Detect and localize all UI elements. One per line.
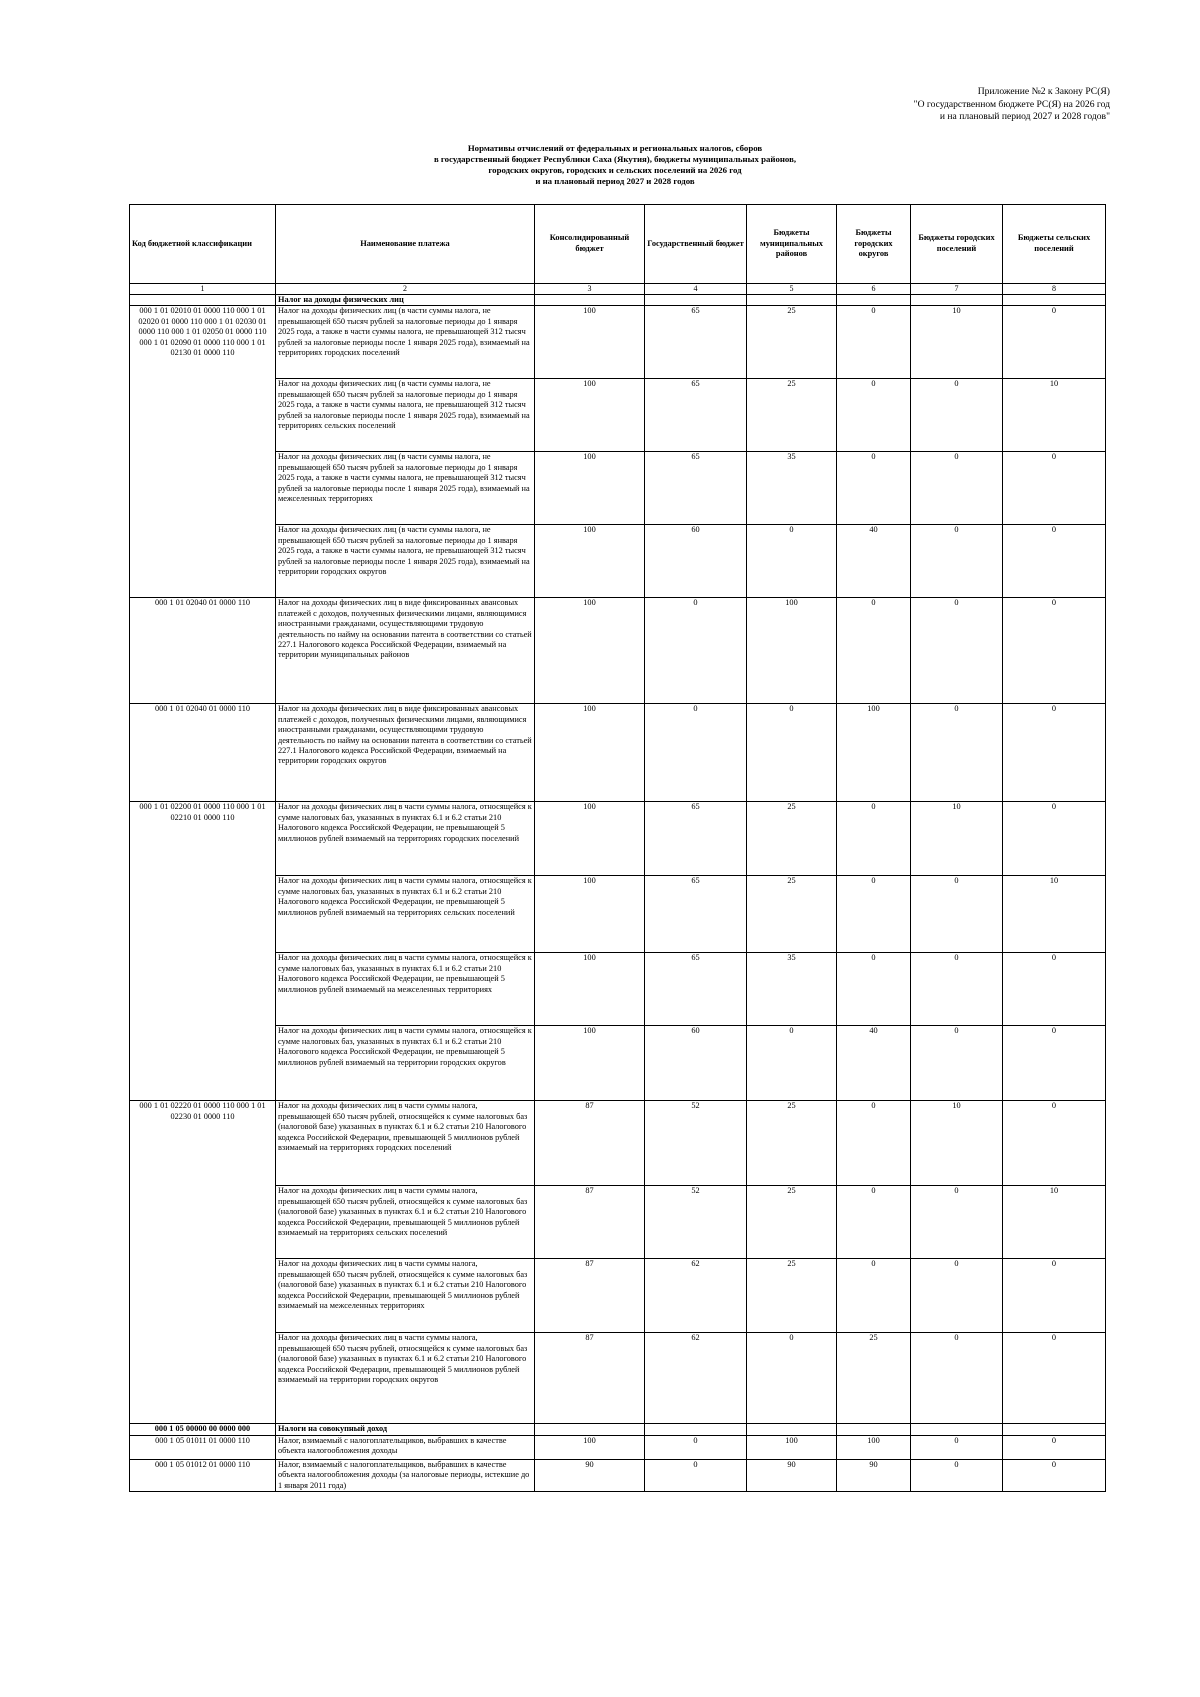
column-number: 8	[1003, 284, 1106, 295]
percent-value-cell: 0	[747, 1333, 837, 1424]
table-row	[130, 525, 1106, 598]
payment-name-cell: Налоги на совокупный доход	[276, 1424, 535, 1435]
percent-value-cell: 25	[747, 1259, 837, 1333]
payment-name-cell: Налог на доходы физических лиц в виде фиксированных авансовых платежей с доходов, полученных физическими лицами, являющимися иностранными гражданами, осуществляющими трудовую деятельность по найму на основании патента в соответствии со статьей 227.1 Налогового кодекса Российской Федерации, взимаемый на территории муниципальных районов	[276, 598, 535, 704]
percent-value-cell: 100	[747, 598, 837, 704]
table-body	[130, 205, 1106, 1492]
percent-value-cell: 25	[747, 876, 837, 953]
budget-code-cell: 000 1 01 02220 01 0000 110 000 1 01 02230 01 0000 110	[130, 1101, 276, 1424]
percent-value-cell: 100	[535, 598, 645, 704]
budget-code-cell: 000 1 01 02040 01 0000 110	[130, 598, 276, 704]
title-line: городских округов, городских и сельских поселений на 2026 год	[488, 165, 742, 175]
percent-value-cell: 10	[1003, 1186, 1106, 1259]
percent-value-cell: 65	[645, 953, 747, 1026]
budget-code-cell: 000 1 01 02200 01 0000 110 000 1 01 02210 01 0000 110	[130, 802, 276, 1101]
percent-value-cell: 0	[1003, 1333, 1106, 1424]
column-number: 3	[535, 284, 645, 295]
header-cell: Код бюджетной классификации	[130, 205, 276, 284]
payment-name-cell: Налог на доходы физических лиц (в части суммы налога, не превышающей 650 тысяч рублей за налоговые периоды до 1 января 2025 года, а также в части суммы налога, не превышающей 312 тысяч рублей за налоговые периоды после 1 января 2025 года), взимаемый на территориях городских поселений	[276, 306, 535, 379]
percent-value-cell: 35	[747, 452, 837, 525]
percent-value-cell: 0	[1003, 525, 1106, 598]
percent-value-cell: 35	[747, 953, 837, 1026]
percent-value-cell: 65	[645, 306, 747, 379]
header-cell: Консолидированный бюджет	[535, 205, 645, 284]
payment-name-cell: Налог на доходы физических лиц в части суммы налога, превышающей 650 тысяч рублей, относящейся к сумме налоговых баз (налоговой базе) указанных в пунктах 6.1 и 6.2 статьи 210 Налогового кодекса Российской Федерации, превышающей 5 миллионов рублей взимаемый на межселенных территориях	[276, 1259, 535, 1333]
percent-value-cell: 0	[747, 525, 837, 598]
percent-value-cell: 40	[837, 525, 911, 598]
column-number: 4	[645, 284, 747, 295]
table-row	[130, 598, 1106, 704]
section-row	[130, 1424, 1106, 1435]
percent-value-cell	[645, 295, 747, 306]
title-line: и на плановый период 2027 и 2028 годов	[535, 176, 695, 186]
table-row	[130, 704, 1106, 802]
percent-value-cell	[911, 1424, 1003, 1435]
payment-name-cell: Налог, взимаемый с налогоплательщиков, выбравших в качестве объекта налогообложения доходы (за налоговые периоды, истекшие до 1 января 2011 года)	[276, 1459, 535, 1491]
percent-value-cell: 100	[535, 1026, 645, 1101]
payment-name-cell: Налог на доходы физических лиц в части суммы налога, превышающей 650 тысяч рублей, относящейся к сумме налоговых баз (налоговой базе) указанных в пунктах 6.1 и 6.2 статьи 210 Налогового кодекса Российской Федерации, превышающей 5 миллионов рублей взимаемый на территориях городских поселений	[276, 1101, 535, 1186]
percent-value-cell: 65	[645, 802, 747, 876]
percent-value-cell: 100	[535, 306, 645, 379]
percent-value-cell: 0	[1003, 1259, 1106, 1333]
percent-value-cell: 0	[911, 1435, 1003, 1459]
percent-value-cell: 0	[837, 953, 911, 1026]
table-row	[130, 1186, 1106, 1259]
percent-value-cell: 60	[645, 525, 747, 598]
payment-name-cell: Налог на доходы физических лиц (в части суммы налога, не превышающей 650 тысяч рублей за налоговые периоды до 1 января 2025 года, а также в части суммы налога, не превышающей 312 тысяч рублей за налоговые периоды после 1 января 2025 года), взимаемый на территориях сельских поселений	[276, 379, 535, 452]
percent-value-cell: 100	[535, 379, 645, 452]
payment-name-cell: Налог на доходы физических лиц в части суммы налога, относящейся к сумме налоговых баз, указанных в пунктах 6.1 и 6.2 статьи 210 Налогового кодекса Российской Федерации, не превышающей 5 миллионов рублей взимаемый на территориях сельских поселений	[276, 876, 535, 953]
percent-value-cell: 100	[535, 1435, 645, 1459]
percent-value-cell: 100	[535, 452, 645, 525]
percent-value-cell: 0	[1003, 598, 1106, 704]
percent-value-cell	[535, 295, 645, 306]
column-number: 2	[276, 284, 535, 295]
percent-value-cell: 0	[1003, 1101, 1106, 1186]
percent-value-cell: 25	[747, 1186, 837, 1259]
percent-value-cell: 62	[645, 1259, 747, 1333]
percent-value-cell: 0	[911, 1186, 1003, 1259]
percent-value-cell: 0	[1003, 1459, 1106, 1491]
column-number: 6	[837, 284, 911, 295]
percent-value-cell: 0	[837, 598, 911, 704]
percent-value-cell: 0	[911, 525, 1003, 598]
percent-value-cell: 87	[535, 1186, 645, 1259]
table-row	[130, 1333, 1106, 1424]
percent-value-cell: 90	[535, 1459, 645, 1491]
percent-value-cell: 0	[837, 1101, 911, 1186]
percent-value-cell: 65	[645, 452, 747, 525]
percent-value-cell: 0	[1003, 306, 1106, 379]
percent-value-cell: 100	[747, 1435, 837, 1459]
percent-value-cell: 65	[645, 876, 747, 953]
header-cell: Бюджеты городских поселений	[911, 205, 1003, 284]
percent-value-cell: 100	[535, 704, 645, 802]
table-row	[130, 1259, 1106, 1333]
percent-value-cell	[645, 1424, 747, 1435]
percent-value-cell	[535, 1424, 645, 1435]
payment-name-cell: Налог на доходы физических лиц (в части суммы налога, не превышающей 650 тысяч рублей за налоговые периоды до 1 января 2025 года, а также в части суммы налога, не превышающей 312 тысяч рублей за налоговые периоды после 1 января 2025 года), взимаемый на межселенных территориях	[276, 452, 535, 525]
percent-value-cell: 0	[1003, 1435, 1106, 1459]
table-row	[130, 802, 1106, 876]
column-number: 5	[747, 284, 837, 295]
percent-value-cell: 25	[837, 1333, 911, 1424]
percent-value-cell: 0	[911, 1333, 1003, 1424]
percent-value-cell: 0	[837, 1259, 911, 1333]
percent-value-cell: 0	[911, 598, 1003, 704]
percent-value-cell: 0	[837, 802, 911, 876]
percent-value-cell	[747, 295, 837, 306]
payment-name-cell: Налог на доходы физических лиц в части суммы налога, относящейся к сумме налоговых баз, указанных в пунктах 6.1 и 6.2 статьи 210 Налогового кодекса Российской Федерации, не превышающей 5 миллионов рублей взимаемый на территориях городских поселений	[276, 802, 535, 876]
table-row	[130, 1435, 1106, 1459]
percent-value-cell	[747, 1424, 837, 1435]
percent-value-cell	[837, 295, 911, 306]
budget-code-cell: 000 1 01 02040 01 0000 110	[130, 704, 276, 802]
percent-value-cell: 0	[911, 704, 1003, 802]
percent-value-cell: 10	[1003, 379, 1106, 452]
percent-value-cell: 0	[1003, 802, 1106, 876]
table-row	[130, 1026, 1106, 1101]
percent-value-cell: 0	[911, 1026, 1003, 1101]
percent-value-cell: 25	[747, 1101, 837, 1186]
header-row	[130, 205, 1106, 284]
column-number: 7	[911, 284, 1003, 295]
percent-value-cell: 0	[911, 1259, 1003, 1333]
appendix-note	[810, 86, 1110, 124]
percent-value-cell: 40	[837, 1026, 911, 1101]
percent-value-cell: 0	[645, 598, 747, 704]
percent-value-cell: 0	[645, 704, 747, 802]
header-cell: Государственный бюджет	[645, 205, 747, 284]
header-cell: Бюджеты муниципальных районов	[747, 205, 837, 284]
budget-code-cell: 000 1 05 01012 01 0000 110	[130, 1459, 276, 1491]
percent-value-cell: 0	[1003, 452, 1106, 525]
percent-value-cell	[837, 1424, 911, 1435]
percent-value-cell: 0	[911, 953, 1003, 1026]
percent-value-cell	[1003, 1424, 1106, 1435]
percent-value-cell: 0	[747, 704, 837, 802]
percent-value-cell: 90	[837, 1459, 911, 1491]
percent-value-cell: 52	[645, 1101, 747, 1186]
percent-value-cell: 0	[1003, 953, 1106, 1026]
budget-code-cell	[130, 295, 276, 306]
percent-value-cell: 90	[747, 1459, 837, 1491]
header-cell: Бюджеты городских округов	[837, 205, 911, 284]
percent-value-cell: 65	[645, 379, 747, 452]
budget-code-cell: 000 1 05 01011 01 0000 110	[130, 1435, 276, 1459]
appendix-line: и на плановый период 2027 и 2028 годов"	[939, 111, 1110, 122]
percent-value-cell: 0	[1003, 704, 1106, 802]
percent-value-cell: 0	[747, 1026, 837, 1101]
payment-name-cell: Налог на доходы физических лиц в части суммы налога, превышающей 650 тысяч рублей, относящейся к сумме налоговых баз (налоговой базе) указанных в пунктах 6.1 и 6.2 статьи 210 Налогового кодекса Российской Федерации, превышающей 5 миллионов рублей взимаемый на территории городских округов	[276, 1333, 535, 1424]
percent-value-cell	[1003, 295, 1106, 306]
percent-value-cell: 10	[911, 306, 1003, 379]
appendix-line: "О государственном бюджете РС(Я) на 2026 год	[913, 98, 1110, 110]
percent-value-cell: 25	[747, 379, 837, 452]
percent-value-cell: 10	[911, 802, 1003, 876]
percent-value-cell: 10	[1003, 876, 1106, 953]
percent-value-cell: 87	[535, 1333, 645, 1424]
percent-value-cell	[911, 295, 1003, 306]
percent-value-cell: 100	[535, 802, 645, 876]
title-line: Нормативы отчислений от федеральных и региональных налогов, сборов	[467, 143, 763, 153]
percent-value-cell: 100	[535, 525, 645, 598]
percent-value-cell: 10	[911, 1101, 1003, 1186]
payment-name-cell: Налог, взимаемый с налогоплательщиков, выбравших в качестве объекта налогообложения доходы	[276, 1435, 535, 1459]
percent-value-cell: 100	[837, 1435, 911, 1459]
percent-value-cell: 0	[911, 1459, 1003, 1491]
column-number: 1	[130, 284, 276, 295]
norms-table	[129, 204, 1106, 1492]
budget-code-cell: 000 1 05 00000 00 0000 000	[130, 1424, 276, 1435]
percent-value-cell: 62	[645, 1333, 747, 1424]
percent-value-cell: 60	[645, 1026, 747, 1101]
percent-value-cell: 0	[645, 1459, 747, 1491]
percent-value-cell: 0	[837, 379, 911, 452]
percent-value-cell: 0	[837, 876, 911, 953]
header-cell: Бюджеты сельских поселений	[1003, 205, 1106, 284]
percent-value-cell: 0	[911, 379, 1003, 452]
percent-value-cell: 0	[837, 1186, 911, 1259]
percent-value-cell: 87	[535, 1101, 645, 1186]
percent-value-cell: 0	[1003, 1026, 1106, 1101]
percent-value-cell: 100	[837, 704, 911, 802]
percent-value-cell: 100	[535, 876, 645, 953]
payment-name-cell: Налог на доходы физических лиц	[276, 295, 535, 306]
payment-name-cell: Налог на доходы физических лиц в части суммы налога, относящейся к сумме налоговых баз, указанных в пунктах 6.1 и 6.2 статьи 210 Налогового кодекса Российской Федерации, не превышающей 5 миллионов рублей взимаемый на межселенных территориях	[276, 953, 535, 1026]
table-row	[130, 306, 1106, 379]
payment-name-cell: Налог на доходы физических лиц (в части суммы налога, не превышающей 650 тысяч рублей за налоговые периоды до 1 января 2025 года, а также в части суммы налога, не превышающей 312 тысяч рублей за налоговые периоды после 1 января 2025 года), взимаемый на территории городских округов	[276, 525, 535, 598]
percent-value-cell: 0	[645, 1435, 747, 1459]
budget-code-cell: 000 1 01 02010 01 0000 110 000 1 01 02020 01 0000 110 000 1 01 02030 01 0000 110 000 1 01 02050 01 0000 110 000 1 01 02090 01 0000 110 000 1 01 02130 01 0000 110	[130, 306, 276, 598]
payment-name-cell: Налог на доходы физических лиц в виде фиксированных авансовых платежей с доходов, полученных физическими лицами, являющимися иностранными гражданами, осуществляющими трудовую деятельность по найму на основании патента в соответствии со статьей 227.1 Налогового кодекса Российской Федерации, взимаемый на территории городских округов	[276, 704, 535, 802]
percent-value-cell: 0	[911, 876, 1003, 953]
table-row	[130, 1459, 1106, 1491]
payment-name-cell: Налог на доходы физических лиц в части суммы налога, превышающей 650 тысяч рублей, относящейся к сумме налоговых баз (налоговой базе) указанных в пунктах 6.1 и 6.2 статьи 210 Налогового кодекса Российской Федерации, превышающей 5 миллионов рублей взимаемый на территориях сельских поселений	[276, 1186, 535, 1259]
percent-value-cell: 0	[837, 452, 911, 525]
payment-name-cell: Налог на доходы физических лиц в части суммы налога, относящейся к сумме налоговых баз, указанных в пунктах 6.1 и 6.2 статьи 210 Налогового кодекса Российской Федерации, не превышающей 5 миллионов рублей взимаемый на территории городских округов	[276, 1026, 535, 1101]
table-row	[130, 1101, 1106, 1186]
header-cell: Наименование платежа	[276, 205, 535, 284]
title-line: в государственный бюджет Республики Саха (Якутия), бюджеты муниципальных районов,	[433, 154, 797, 164]
percent-value-cell: 25	[747, 802, 837, 876]
percent-value-cell: 0	[837, 306, 911, 379]
appendix-line: Приложение №2 к Закону РС(Я)	[977, 86, 1110, 97]
column-number-row	[130, 284, 1106, 295]
table-row	[130, 452, 1106, 525]
table-row	[130, 379, 1106, 452]
table-row	[130, 876, 1106, 953]
percent-value-cell: 52	[645, 1186, 747, 1259]
document-title	[250, 143, 980, 187]
table-row	[130, 953, 1106, 1026]
percent-value-cell: 0	[911, 452, 1003, 525]
percent-value-cell: 100	[535, 953, 645, 1026]
percent-value-cell: 87	[535, 1259, 645, 1333]
section-row	[130, 295, 1106, 306]
percent-value-cell: 25	[747, 306, 837, 379]
